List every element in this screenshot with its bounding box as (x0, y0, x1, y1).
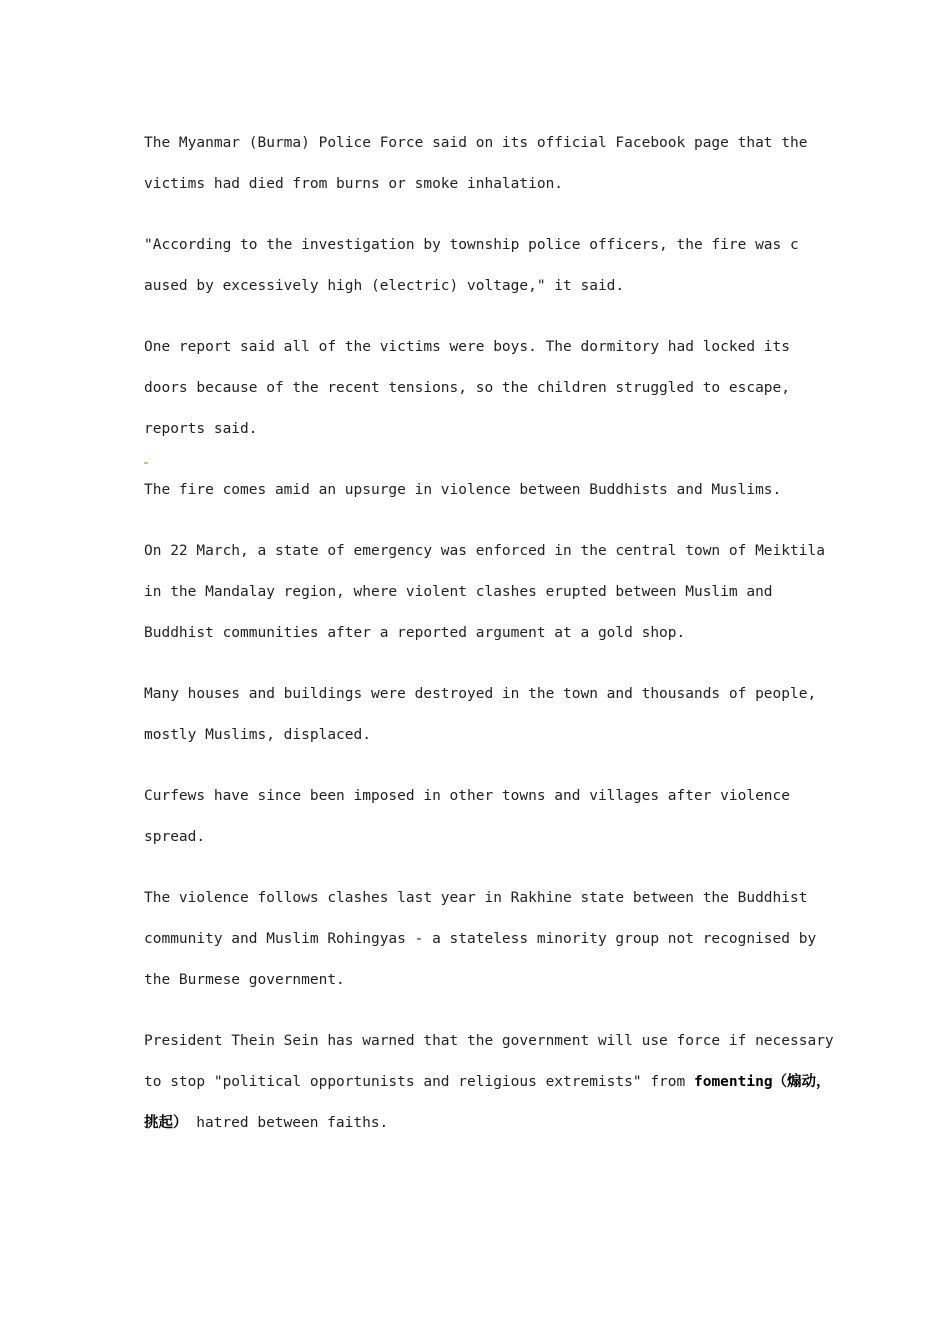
vocab-term: fomenting（煽动， (693, 1074, 831, 1090)
text-line: victims had died from burns or smoke inhalation. (144, 176, 564, 192)
paragraph-9 (144, 1021, 834, 1144)
text-line: reports said. (144, 421, 258, 437)
text-line: Curfews have since been imposed in other towns and villages after violence (144, 788, 791, 804)
document-body (144, 123, 834, 1164)
text-line: the Burmese government. (144, 972, 345, 988)
text-line: doors because of the recent tensions, so the children struggled to escape, (144, 380, 791, 396)
text-line (144, 1062, 831, 1103)
text-line (144, 1103, 814, 1144)
text-line: The violence follows clashes last year in Rakhine state between the Buddhist (144, 890, 808, 906)
text-segment: to stop "political opportunists and religious extremists" from (144, 1074, 694, 1090)
text-segment: hatred between faiths. (187, 1115, 389, 1131)
paragraph-3 (144, 327, 814, 450)
text-line: One report said all of the victims were boys. The dormitory had locked its (144, 339, 791, 355)
paragraph-5 (144, 531, 825, 654)
text-line: The fire comes amid an upsurge in violence between Buddhists and Muslims. (144, 482, 782, 498)
paragraph-4 (144, 470, 814, 511)
paragraph-8 (144, 878, 817, 1001)
paragraph-1 (144, 123, 814, 205)
vocab-gloss: 挑起） (144, 1115, 188, 1131)
text-line: On 22 March, a state of emergency was enforced in the central town of Meiktila (144, 543, 825, 559)
text-line: spread. (144, 829, 206, 845)
text-line: in the Mandalay region, where violent clashes erupted between Muslim and (144, 584, 773, 600)
paragraph-mark (144, 450, 814, 470)
text-line: community and Muslim Rohingyas - a stateless minority group not recognised by (144, 931, 817, 947)
paragraph-7 (144, 776, 814, 858)
paragraph-2 (144, 225, 814, 307)
text-line: aused by excessively high (electric) voltage," it said. (144, 278, 625, 294)
text-line: Buddhist communities after a reported argument at a gold shop. (144, 625, 686, 641)
text-line: "According to the investigation by township police officers, the fire was c (144, 237, 799, 253)
paragraph-6 (144, 674, 817, 756)
text-line: Many houses and buildings were destroyed in the town and thousands of people, (144, 686, 817, 702)
text-line: President Thein Sein has warned that the government will use force if necessary (144, 1033, 834, 1049)
text-line: mostly Muslims, displaced. (144, 727, 371, 743)
text-line: The Myanmar (Burma) Police Force said on its official Facebook page that the (144, 135, 808, 151)
